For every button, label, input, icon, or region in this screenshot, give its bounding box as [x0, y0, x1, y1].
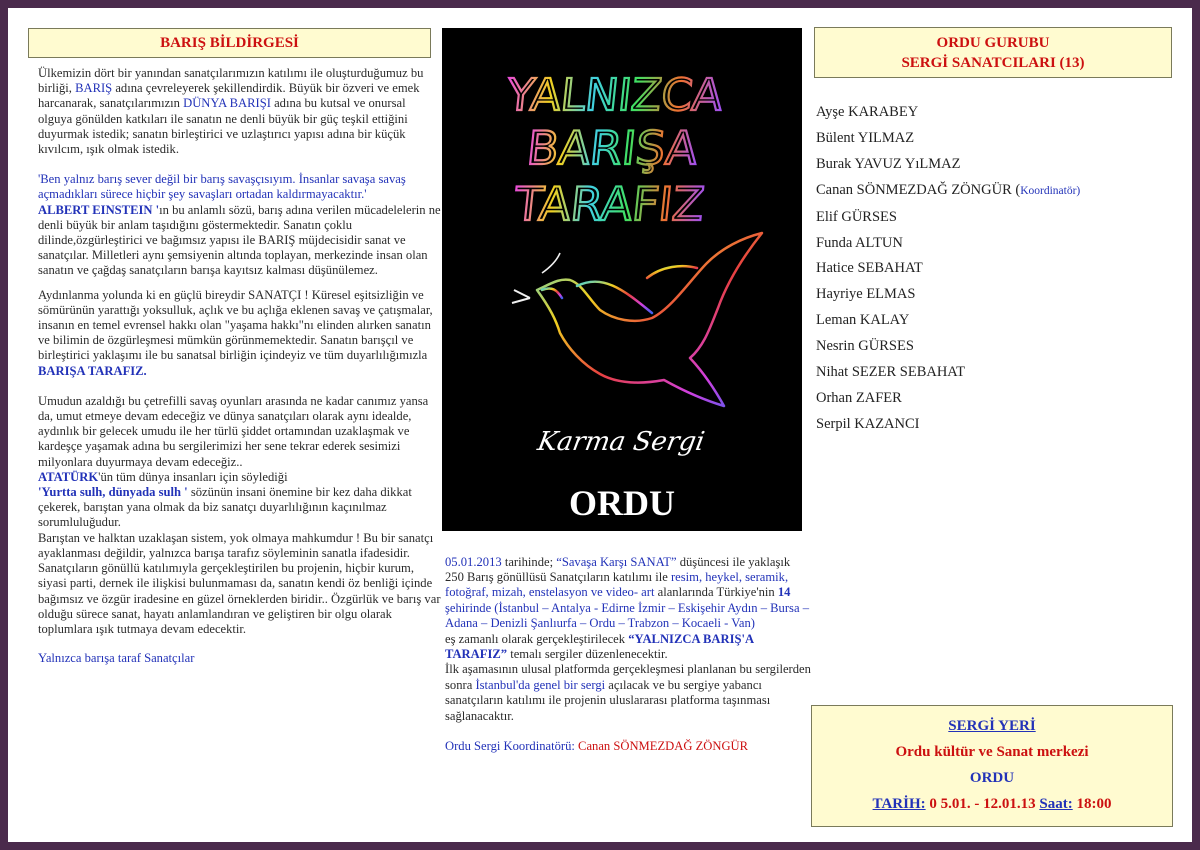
poster-city: ORDU [569, 483, 675, 523]
poster-line2: BARIŞA [524, 121, 701, 175]
paragraph-hope: Umudun azaldığı bu çetrefilli savaş oyunları arasında ne kadar canımız yansa da, umut etmeye devam edeceğiz ve dünya sanatçıları olarak aynı idealde, aydınlık bir gelecek umudu ile her türlü şiddet ortamından uzaklaşmak ve kardeşçe yaşamak adına bu sergilerimizi her sene tekrar ederek sesimizi milyonlara duyurmaya devam edeceğiz.. ATATÜRK'ün tüm dünya insanları için söylediği 'Yurtta sulh, dünyada sulh ' sözünün insani önemine bir kez daha dikkat çekerek, barıştan yana olmak da biz sanatçı duyarlılığının kaçınılmaz sorumluluğudur. Barıştan ve halktan uzaklaşan sistem, yok olmaya mahkumdur ! Bu bir sanatçı ayaklanması değildir, yalnızca barışa tarafız söyleminin sanatla ifadesidir. Sanatçıların gönüllü katılımıyla gerçekleştirilen bu projenin, hiçbir kurum, siyasi parti, dernek ile ilişkisi bulunmaması da, sanatın kendi öz benliği içinde bağımsız ve özgür iradesine en güzel örneklerden biridir.. Özgürlük ve barış var olduğu sürece sanat, hayatı anlamlandıran ve geliştiren bir olgu olarak toplumlara ışık tutmaya devam edecektir. [38, 393, 441, 636]
artists-list [816, 100, 1080, 438]
olive-twig-icon [542, 253, 560, 273]
paragraph-artist: Aydınlanma yolunda ki en güçlü bireydir SANATÇI ! Küresel eşitsizliğin ve sömürünün yarattığı yoksulluk, açlık ve bu açlığa eklenen savaş ve çatışmalar, insanın en temel evrensel hakkı olan "yaşama hakkı"nı elinden alırken sanatın ve bilimin de özgürleşmesi mümkün görünmemektedir. Sanatın barışçıl ve birleştirici yaklaşımı ile bu sanatsal birliğin içindeyiz ve tüm duyarlılığımızla BARIŞA TARAFIZ. [38, 287, 433, 378]
list-item: Ayşe KARABEY [816, 104, 919, 120]
flyer-page [8, 8, 1192, 842]
declaration-title-box [28, 28, 431, 58]
paragraph-intro: Ülkemizin dört bir yanından sanatçılarımızın katılımı ile oluşturduğumuz bu birliği, BARIŞ adına çevreleyerek şekillendirdik. Büyük bir özveri ve emek harcanarak, sanatçılarımızın DÜNYA BARIŞI adına bu kutsal ve onursal olguya gönülden katkıları ile sanatın ne denli büyük bir güç teşkil ettiğini duyurmak istedik; sanatın birleştirici ve uzlaştırıcı yapısı adına bir küçük kıvılcım, ışık olmak istedik. [38, 66, 424, 157]
einstein-quote: 'Ben yalnız barış sever değil bir barış savaşçısıyım. İnsanlar savaşa savaş açmadıkları sürece hiçbir şey savaşları ortadan kaldırmayacaktır.' [38, 172, 406, 202]
venue-datetime [812, 796, 1172, 813]
declaration-text [38, 66, 441, 666]
olive-branch-icon [512, 290, 530, 303]
artists-title-box [814, 27, 1172, 78]
time-value: 18:00 [1072, 796, 1112, 812]
list-item: Nesrin GÜRSES [816, 338, 914, 355]
venue-place: Ordu kültür ve Sanat merkezi [895, 744, 1089, 760]
venue-title: SERGİ YERİ [948, 718, 1036, 734]
list-item: Serpil KAZANCI [816, 415, 920, 432]
event-date: 05.01.2013 [445, 554, 502, 569]
date-label: TARİH: [872, 796, 926, 812]
date-value: 0 5.01. - 12.01.13 [925, 796, 1040, 812]
list-item: Hayriye ELMAS [816, 286, 916, 303]
poster-subtitle: Karma Sergi [535, 427, 707, 457]
declaration-title: BARIŞ BİLDİRGESİ [160, 35, 299, 51]
poster-artwork [442, 28, 802, 531]
coordinator-note: Koordinatör) [1020, 184, 1081, 197]
list-item: Nihat SEZER SEBAHAT [816, 364, 966, 381]
artists-title-line2: SERGİ SANATCILARI (13) [901, 55, 1085, 71]
project-description: 05.01.2013 tarihinde; “Savaşa Karşı SANAT” düşüncesi ile yaklaşık 250 Barış gönüllüsü Sanatçıların katılımı ile resim, heykel, seramik, fotoğraf, mizah, enstelasyon ve video- art alanlarında Türkiye'nin 14 şehirinde (İstanbul – Antalya - Edirne İzmir – Eskişehir Aydın – Bursa – Adana – Denizli Şanlıurfa – Ordu – Trabzon – Kocaeli - Van) eş zamanlı olarak gerçekleştirilecek “YALNIZCA BARIŞ'A TARAFIZ” temalı sergiler düzenlenecektir. İlk aşamasının ulusal platformda gerçekleşmesi planlanan bu sergilerden sonra İstanbul'da genel bir sergi açılacak ve bu sergiye yabancı sanatçıların katılımı ile projenin uluslararası platforma taşınması sağlanacaktır. Ordu Sergi Koordinatörü: Canan SÖNMEZDAĞ ZÖNGÜR [445, 554, 811, 754]
list-item: Burak YAVUZ YıLMAZ [816, 155, 961, 172]
list-item: Orhan ZAFER [816, 389, 902, 406]
list-item: Hatice SEBAHAT [816, 260, 923, 277]
coordinator-line: Ordu Sergi Koordinatörü: Canan SÖNMEZDAĞ ZÖNGÜR [445, 739, 749, 754]
signature: Yalnızca barışa taraf Sanatçılar [38, 651, 195, 666]
list-item: Leman KALAY [816, 312, 910, 329]
poster-image [442, 28, 802, 531]
list-item: Canan SÖNMEZDAĞ ZÖNGÜR (Koordinatör) [816, 181, 1081, 198]
artists-title-line1: ORDU GURUBU [936, 35, 1050, 51]
poster-line1: YALNIZCA [504, 70, 726, 121]
dove-icon [537, 233, 762, 406]
poster-line3: TARAFIZ [512, 177, 707, 231]
list-item: Elif GÜRSES [816, 208, 897, 225]
paragraph-einstein: ALBERT EINSTEIN 'ın bu anlamlı sözü, barış adına verilen mücadelelerin ne denli büyük bir anlam taşıdığını göstermektedir. Sanatın çoklu dilinde,özgürleştirici ve bağımsız yapısı ile BARIŞ müjdecisidir sanat ve sanatçılar. Milletleri aynı şemsiyenin altında toplayan, merkezinde insan olan sanatın ve çağdaş sanatçıların barışa kayıtsız kalması düşünülemez. [38, 202, 441, 278]
list-item: Bülent YILMAZ [816, 129, 915, 146]
list-item: Funda ALTUN [816, 234, 903, 251]
time-label: Saat: [1039, 796, 1073, 812]
venue-box [811, 705, 1173, 827]
venue-city: ORDU [969, 770, 1015, 786]
